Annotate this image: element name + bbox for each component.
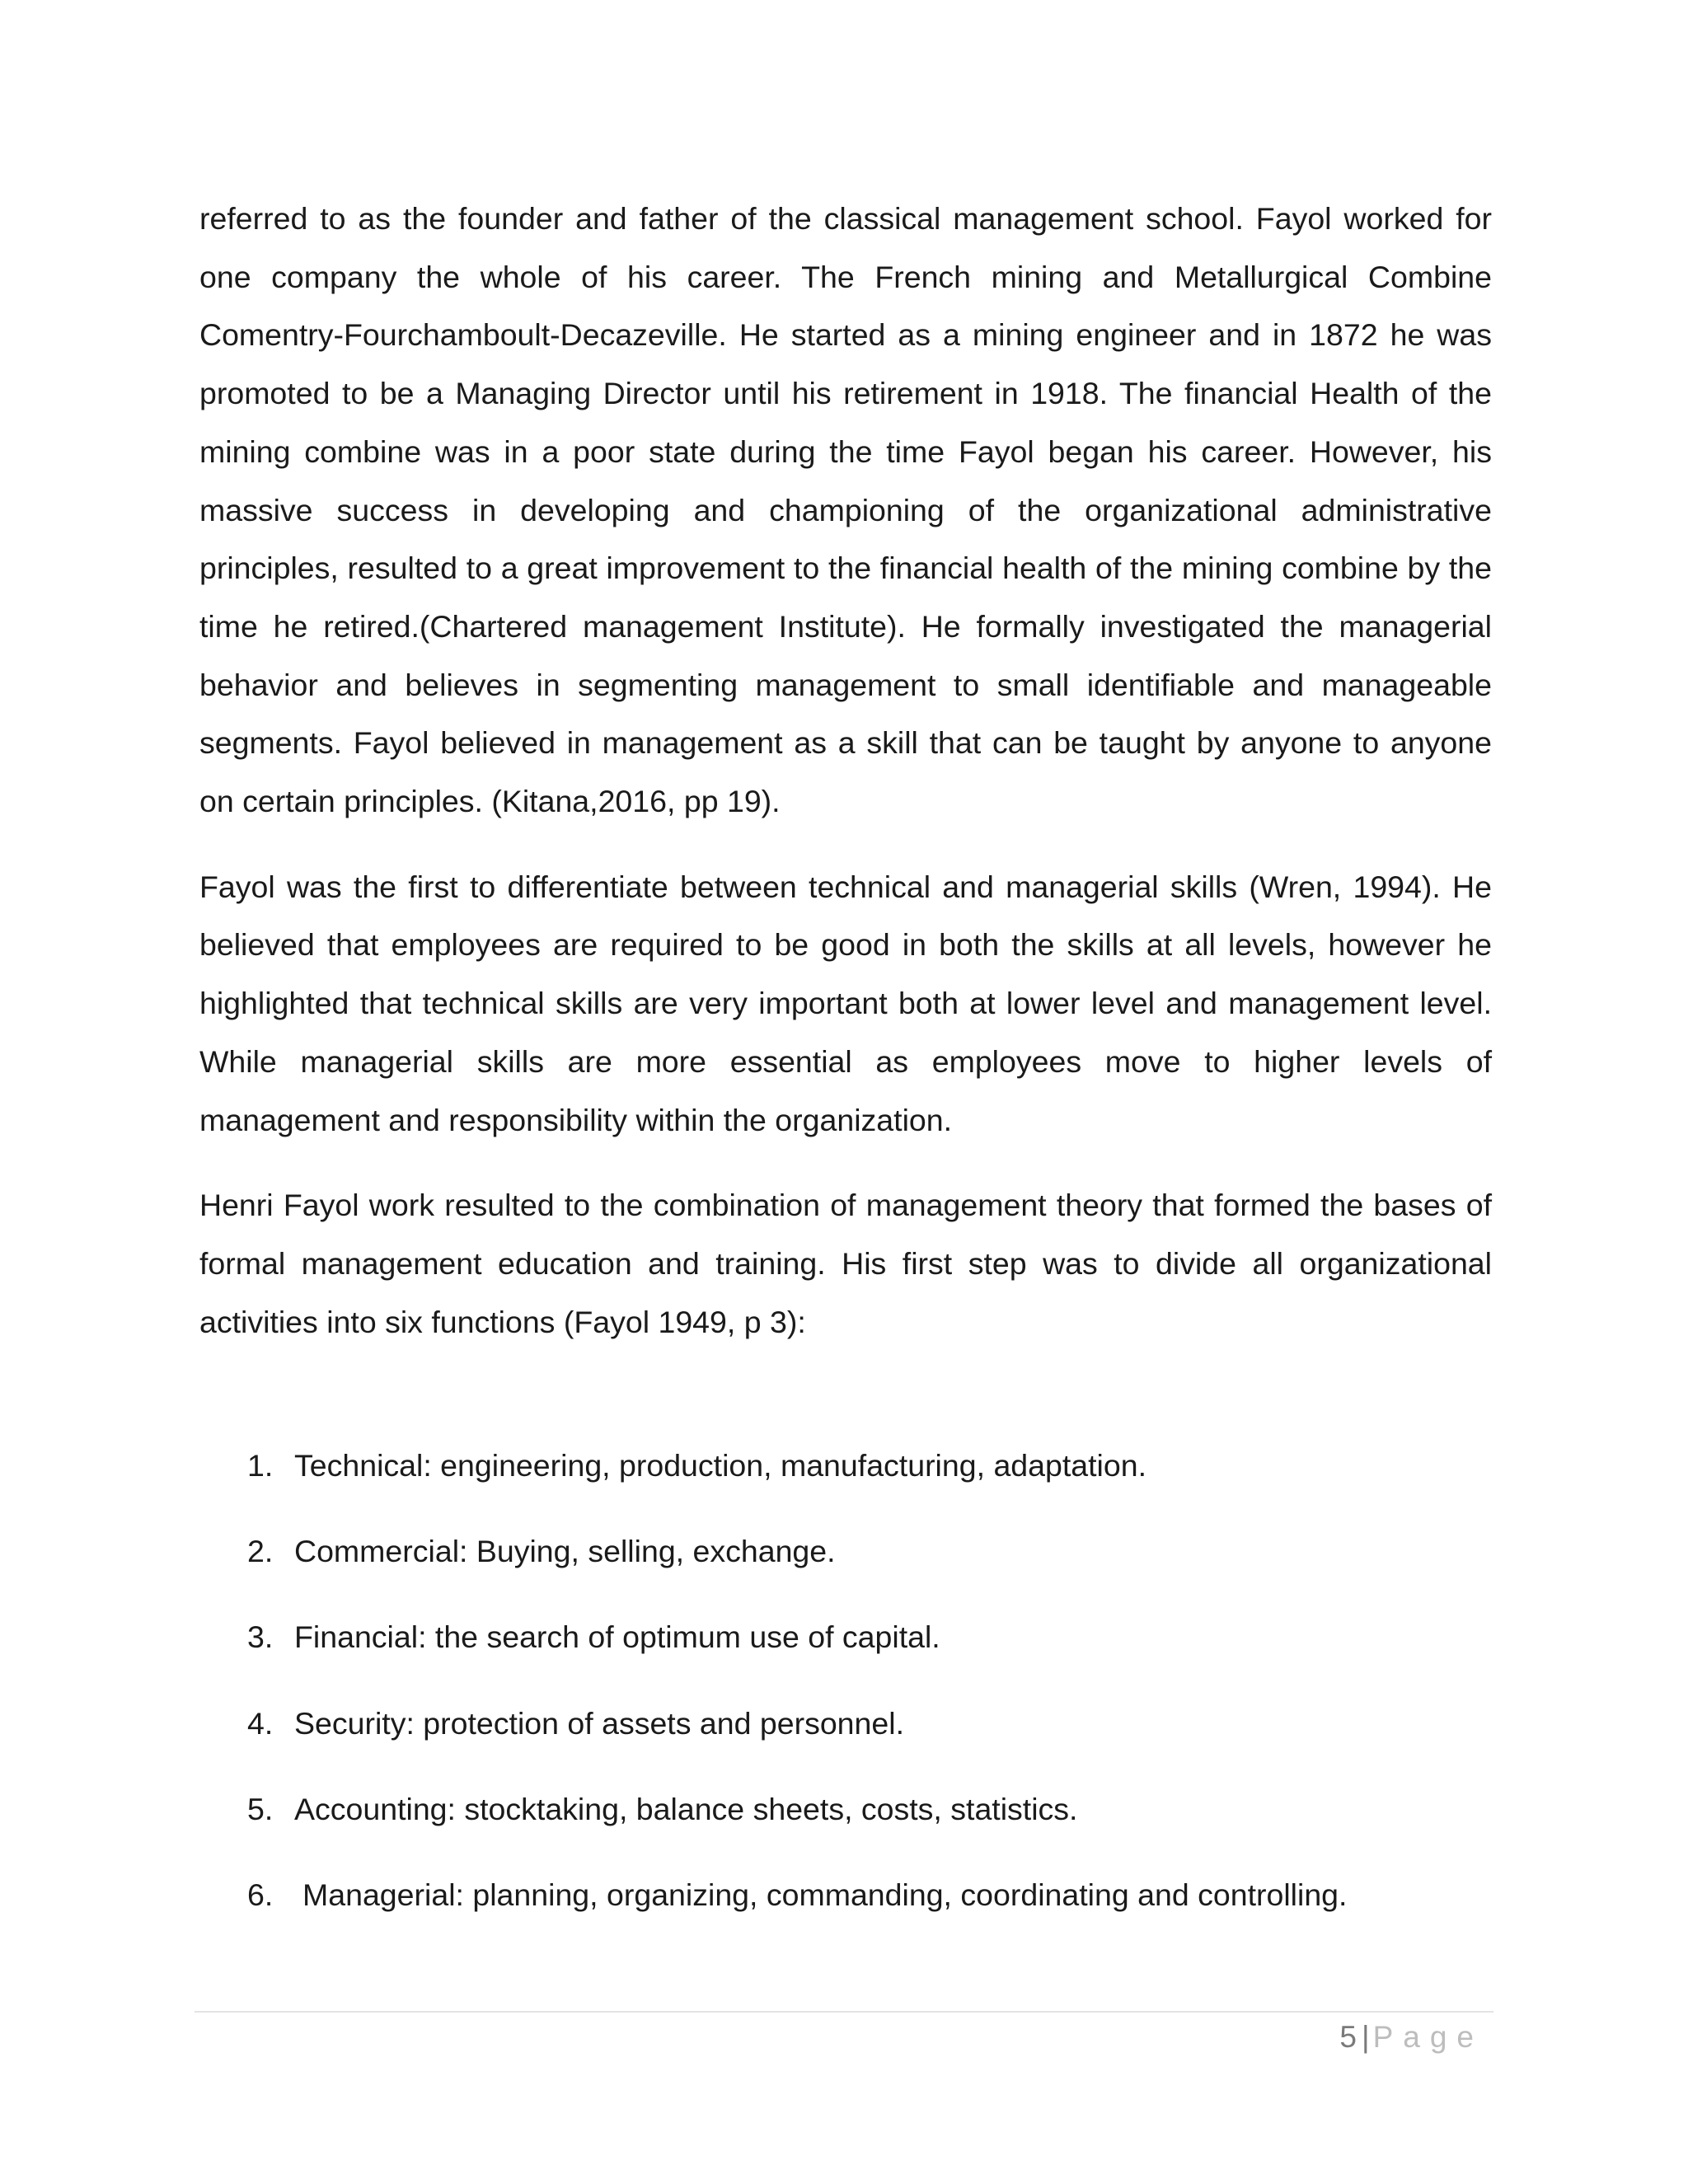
list-item-number: 1.	[247, 1448, 274, 1483]
page-label: Page	[1372, 2020, 1484, 2054]
paragraph-six-functions: Henri Fayol work resulted to the combination of management theory that formed the bases of formal management education and training. His first step was to divide all organizational activities into six functions (Fayol 1949, p 3):	[199, 1188, 1492, 1339]
list-item	[199, 1780, 1492, 1839]
list-item-text: Security: protection of assets and personnel.	[294, 1705, 905, 1741]
paragraph-fayol-career: referred to as the founder and father of the classical management school. Fayol worked for one company the whole of his career. The French mining and Metallurgical Combine Comentry-Fourchamboult-Decazeville. He started as a mining engineer and in 1872 he was promoted to be a Managing Director until his retirement in 1918. The financial Health of the mining combine was in a poor state during the time Fayol began his career. However, his massive success in developing and championing of the organizational administrative principles, resulted to a great improvement to the financial health of the mining combine by the time he retired.(Chartered management Institute). He formally investigated the managerial behavior and believes in segmenting management to small identifiable and manageable segments. Fayol believed in management as a skill that can be taught by anyone to anyone on certain principles. (Kitana,2016, pp 19).	[199, 201, 1492, 819]
list-item	[199, 1436, 1492, 1495]
list-item	[199, 1522, 1492, 1581]
list-item-text: Commercial: Buying, selling, exchange.	[294, 1534, 836, 1569]
list-item-number: 2.	[247, 1534, 274, 1569]
list-item	[199, 1694, 1492, 1753]
page-footer	[1339, 2016, 1484, 2059]
footer-divider	[195, 2011, 1493, 2013]
page-number: 5	[1339, 2020, 1358, 2054]
list-item-number: 6.	[247, 1877, 274, 1912]
list-item-number: 5.	[247, 1791, 274, 1826]
footer-separator: |	[1361, 2020, 1370, 2054]
list-item-text: Accounting: stocktaking, balance sheets, costs, statistics.	[294, 1791, 1078, 1826]
list-item-number: 3.	[247, 1619, 274, 1655]
body-text	[199, 190, 1492, 1378]
list-item	[199, 1866, 1492, 1924]
list-item-number: 4.	[247, 1705, 274, 1741]
list-item-text: Managerial: planning, organizing, commanding, coordinating and controlling.	[302, 1877, 1348, 1912]
paragraph-skills: Fayol was the first to differentiate between technical and managerial skills (Wren, 1994). He believed that employees are required to be good in both the skills at all levels, however he highlighted that technical skills are very important both at lower level and management level. While managerial skills are more essential as employees move to higher levels of management and responsibility within the organization.	[199, 869, 1492, 1137]
functions-list	[199, 1436, 1492, 1952]
list-item	[199, 1608, 1492, 1666]
list-item-text: Financial: the search of optimum use of capital.	[294, 1619, 940, 1655]
list-item-text: Technical: engineering, production, manufacturing, adaptation.	[294, 1448, 1147, 1483]
